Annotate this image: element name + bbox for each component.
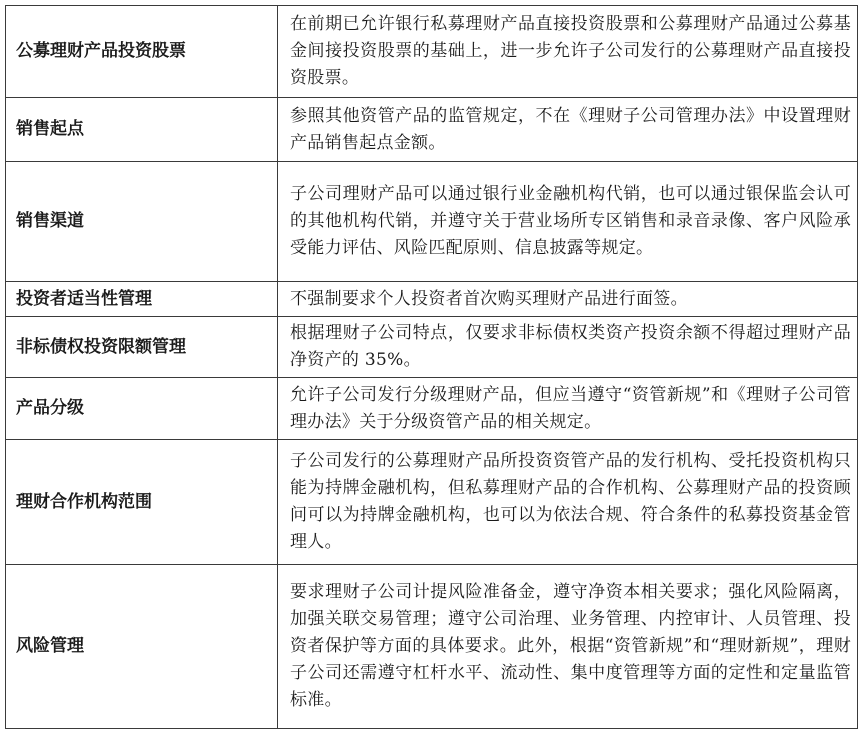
row-content: 子公司理财产品可以通过银行业金融机构代销，也可以通过银保监会认可的其他机构代销，并遵守关于营业场所专区销售和录音录像、客户风险承受能力评估、风险匹配原则、信息披露等规定。 [278, 162, 858, 282]
row-content: 不强制要求个人投资者首次购买理财产品进行面签。 [278, 282, 858, 317]
row-label: 投资者适当性管理 [6, 282, 278, 317]
table-row [6, 282, 858, 317]
table-row [6, 440, 858, 565]
regulation-table [5, 5, 858, 729]
row-content: 允许子公司发行分级理财产品，但应当遵守“资管新规”和《理财子公司管理办法》关于分级资管产品的相关规定。 [278, 378, 858, 440]
row-label: 风险管理 [6, 565, 278, 729]
table-row [6, 378, 858, 440]
row-label: 销售渠道 [6, 162, 278, 282]
row-content: 子公司发行的公募理财产品所投资资管产品的发行机构、受托投资机构只能为持牌金融机构，但私募理财产品的合作机构、公募理财产品的投资顾问可以为持牌金融机构，也可以为依法合规、符合条件的私募投资基金管理人。 [278, 440, 858, 565]
row-content: 根据理财子公司特点，仅要求非标债权类资产投资余额不得超过理财产品净资产的 35%。 [278, 317, 858, 378]
row-label: 公募理财产品投资股票 [6, 6, 278, 98]
table-row [6, 317, 858, 378]
row-content: 参照其他资管产品的监管规定，不在《理财子公司管理办法》中设置理财产品销售起点金额。 [278, 98, 858, 162]
row-label: 产品分级 [6, 378, 278, 440]
row-label: 非标债权投资限额管理 [6, 317, 278, 378]
table-row [6, 565, 858, 729]
table-row [6, 98, 858, 162]
table-row [6, 162, 858, 282]
row-content: 在前期已允许银行私募理财产品直接投资股票和公募理财产品通过公募基金间接投资股票的基础上，进一步允许子公司发行的公募理财产品直接投资股票。 [278, 6, 858, 98]
row-label: 销售起点 [6, 98, 278, 162]
row-content: 要求理财子公司计提风险准备金，遵守净资本相关要求；强化风险隔离，加强关联交易管理；遵守公司治理、业务管理、内控审计、人员管理、投资者保护等方面的具体要求。此外，根据“资管新规”和“理财新规”，理财子公司还需遵守杠杆水平、流动性、集中度管理等方面的定性和定量监管标准。 [278, 565, 858, 729]
row-label: 理财合作机构范围 [6, 440, 278, 565]
table-row [6, 6, 858, 98]
